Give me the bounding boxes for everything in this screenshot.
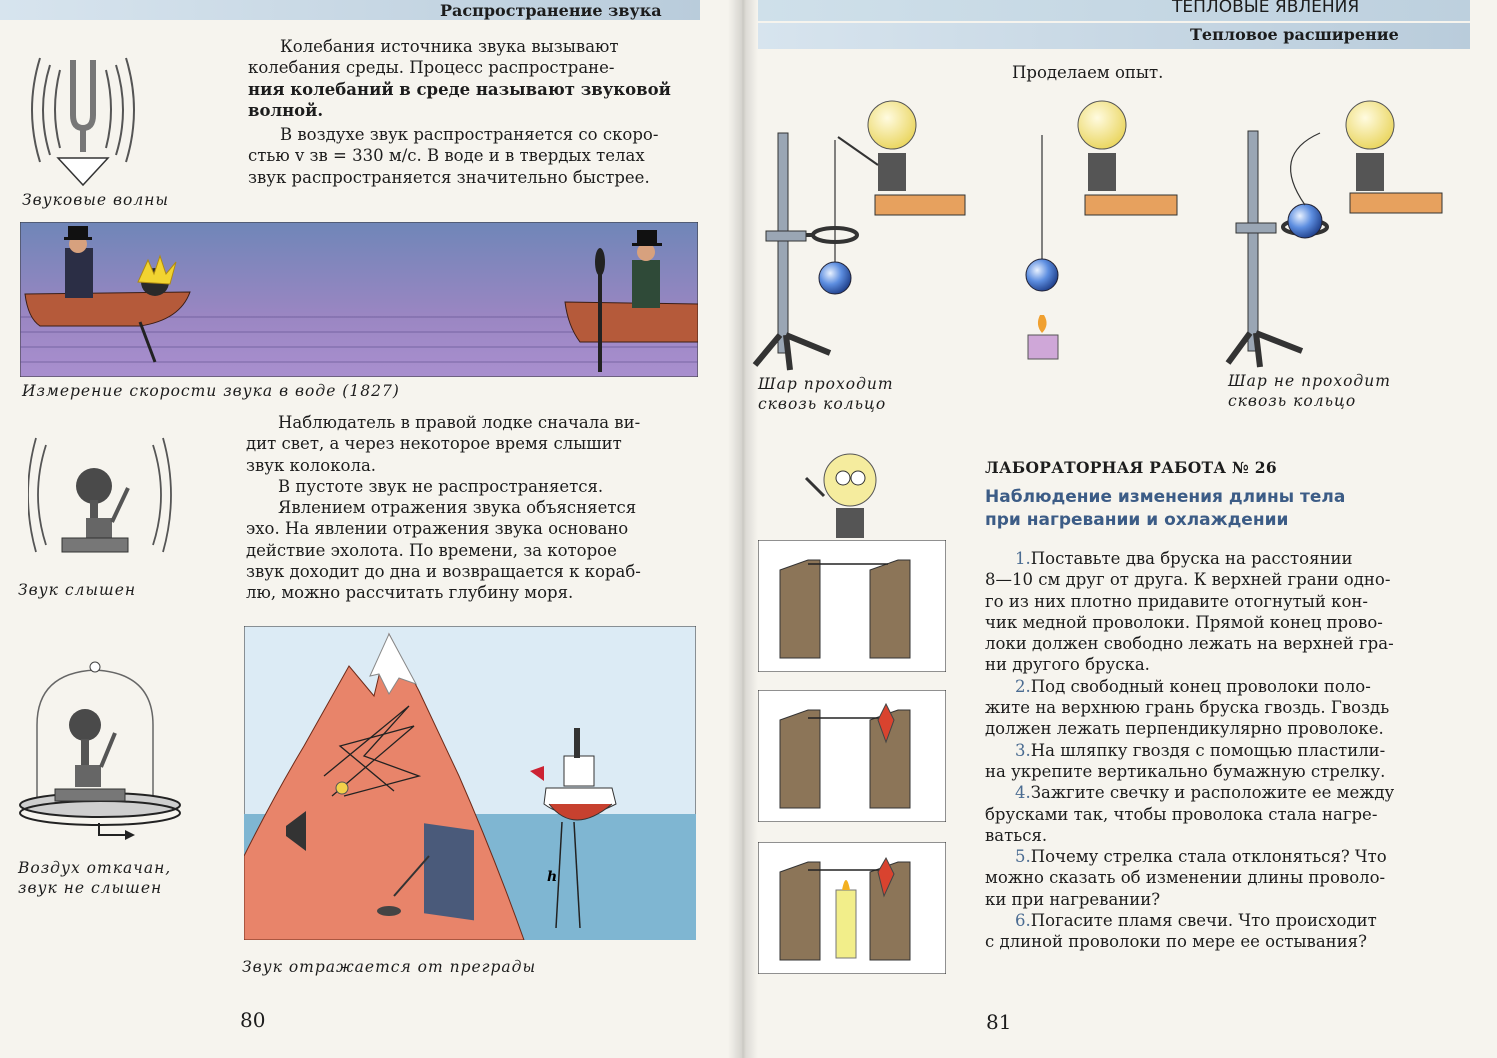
- page-number-left: 80: [240, 1008, 266, 1032]
- step-3: 3.На шляпку гвоздя с помощью пластили-: [1015, 740, 1386, 760]
- paragraph-observer: Наблюдатель в правой лодке сначала ви- дит свет, а через некоторое время слышит звук колокола. В пустоте звук не распространяется. Явлением отражения звука объясняется эхо. На явлении отражения звука основано действие эхолота. По времени, за которое звук доходит до дна и возвращается к кораб- лю, можно рассчитать глубину моря.: [246, 413, 641, 603]
- right-page: [740, 0, 1497, 1058]
- step-2: 2.Под свободный конец проволоки поло-: [1015, 676, 1371, 696]
- lightbulb-character-icon: [800, 448, 890, 548]
- ring-ball-experiment-figure: [750, 95, 1470, 375]
- step-4: 4.Зажгите свечку и расположите ее между: [1015, 783, 1395, 803]
- lab-title: ЛАБОРАТОРНАЯ РАБОТА № 26: [985, 458, 1277, 477]
- lab-steps: 1.Поставьте два бруска на расстоянии 8—10 см друг от друга. К верхней грани одно- го из них плотно придавите отогнутый кон- чик медной проволоки. Прямой конец прово- локи должен свободно лежать на верхней гра- ни другого бруска. 2.Под свободный конец проволоки поло- жите на верхнюю грань бруска гвоздь. Гвоздь должен лежать перпендикулярно проволоке. 3.На шляпку гвоздя с помощью пластили- на укрепите вертикально бумажную стрелку. 4.Зажгите свечку и расположите ее между брусками так, чтобы проволока стала нагре- ваться. 5.Почему стрелка стала отклоняться? Что можно сказать об изменении длины проволо- ки при нагревании? 6.Погасите пламя свечи. Что происходит с длиной проволоки по мере ее остывания?: [985, 548, 1437, 953]
- right-header-bar-top: [758, 0, 1470, 21]
- step-5: 5.Почему стрелка стала отклоняться? Что: [1015, 847, 1387, 867]
- caption-echo: Звук отражается от преграды: [242, 958, 537, 976]
- echo-figure: [244, 626, 696, 940]
- bell-jar-figure: [15, 655, 195, 855]
- caption-ball-passes: Шар проходит сквозь кольцо: [758, 375, 894, 413]
- book-gutter: [728, 0, 758, 1058]
- page-number-right: 81: [986, 1010, 1012, 1034]
- paragraph-sound-source: Колебания источника звука вызывают колебания среды. Процесс распростране- ния колебаний в среде называют звуковой волной.: [248, 37, 671, 120]
- right-header-title: ТЕПЛОВЫЕ ЯВЛЕНИЯ: [1172, 0, 1360, 17]
- lab-subtitle: Наблюдение изменения длины тела при нагревании и охлаждении: [985, 487, 1346, 530]
- intro-text: Проделаем опыт.: [1012, 63, 1164, 82]
- caption-sound-heard: Звук слышен: [18, 581, 137, 599]
- blocks-step2-figure: [758, 690, 946, 822]
- depth-label: h: [547, 869, 558, 885]
- step-1: 1.Поставьте два бруска на расстоянии: [1015, 549, 1353, 568]
- caption-air-removed: Воздух откачан, звук не слышен: [18, 859, 172, 897]
- blocks-step3-figure: [758, 842, 946, 974]
- blocks-step1-figure: [758, 540, 946, 672]
- tuning-fork-figure: [28, 40, 138, 190]
- boats-experiment-figure: [20, 222, 698, 377]
- caption-boats: Измерение скорости звука в воде (1827): [22, 382, 400, 400]
- left-page: [0, 0, 740, 1058]
- bell-figure: [28, 430, 173, 565]
- step-6: 6.Погасите пламя свечи. Что происходит: [1015, 911, 1377, 931]
- left-header-title: Распространение звука: [440, 1, 662, 20]
- paragraph-speed-of-sound: В воздухе звук распространяется со скоро- стью v зв = 330 м/с. В воде и в твердых телах звук распространяется значительно быстрее.: [248, 125, 659, 187]
- right-header-subtitle: Тепловое расширение: [1190, 25, 1399, 44]
- caption-ball-not-passes: Шар не проходит сквозь кольцо: [1228, 372, 1391, 410]
- caption-sound-waves: Звуковые волны: [22, 191, 170, 209]
